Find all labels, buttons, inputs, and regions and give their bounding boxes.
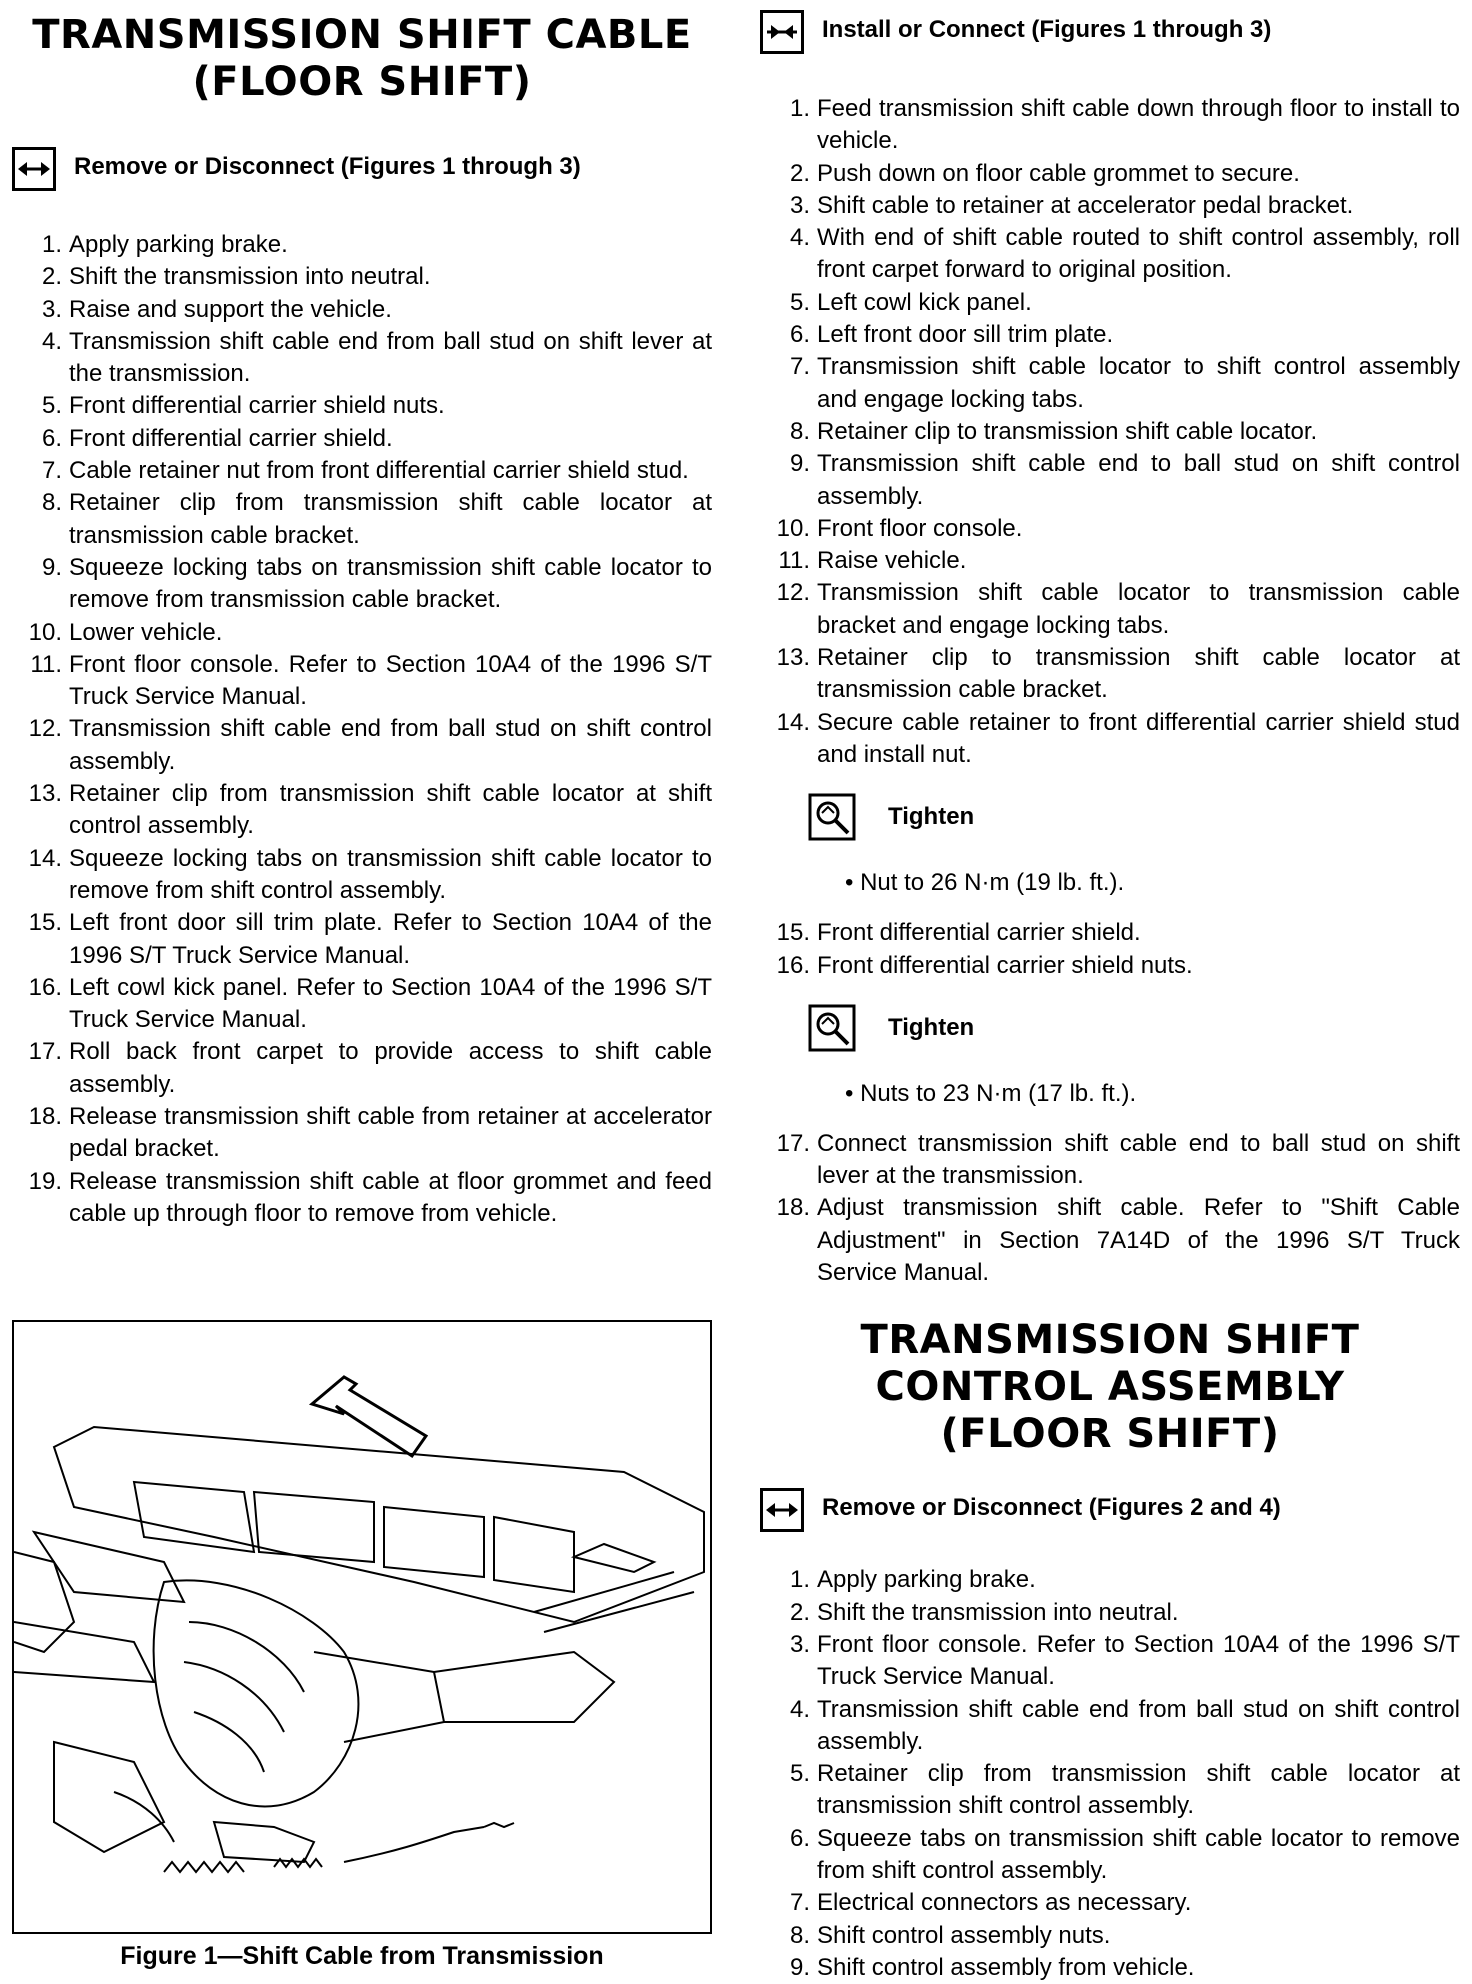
right-column [760, 0, 1460, 1984]
step-number: 3. [789, 1630, 810, 1658]
step-number: 15. [28, 909, 62, 937]
step-text: Squeeze locking tabs on transmission shift cable locator to remove from shift control assembly. [69, 844, 712, 904]
step-text: Transmission shift cable end from ball stud on shift control assembly. [817, 1695, 1460, 1755]
list-item [760, 222, 1460, 287]
step-text: Squeeze tabs on transmission shift cable locator to remove from shift control assembly. [817, 1824, 1460, 1884]
step-number: 1. [789, 1566, 810, 1594]
list-item [760, 1887, 1460, 1919]
tighten-note-2 [760, 1004, 1460, 1064]
torque-wrench-icon [808, 1004, 856, 1052]
step-text: Apply parking brake. [817, 1566, 1036, 1594]
list-item [760, 545, 1460, 577]
step-number: 17. [776, 1129, 810, 1157]
list-item [12, 778, 712, 843]
title-line: TRANSMISSION SHIFT CABLE [32, 12, 692, 58]
list-item [12, 713, 712, 778]
step-text: Apply parking brake. [69, 231, 288, 258]
step-text: Push down on floor cable grommet to secure. [817, 159, 1300, 187]
step-text: Shift the transmission into neutral. [817, 1598, 1179, 1626]
forward-arrow-icon [312, 1377, 426, 1456]
step-text: Front floor console. Refer to Section 10A4 of the 1996 S/T Truck Service Manual. [817, 1630, 1460, 1691]
step-number: 5. [41, 392, 62, 420]
install-arrows-icon [760, 10, 804, 54]
list-item [760, 158, 1460, 190]
title-line: TRANSMISSION SHIFT [860, 1317, 1360, 1364]
step-text: Release transmission shift cable from retainer at accelerator pedal bracket. [69, 1103, 712, 1163]
step-number: 13. [28, 780, 62, 808]
list-item [760, 1952, 1460, 1984]
remove-arrows-icon [760, 1488, 804, 1532]
step-text: Retainer clip from transmission shift cable locator at shift control assembly. [69, 780, 712, 840]
remove-arrows-icon [12, 147, 56, 191]
step-text: Raise vehicle. [817, 547, 967, 575]
step-text: Front differential carrier shield. [69, 424, 393, 452]
step-text: Front differential carrier shield nuts. [69, 392, 445, 420]
list-item [760, 93, 1460, 158]
step-text: Shift cable to retainer at accelerator pedal bracket. [817, 191, 1354, 219]
list-item [12, 1036, 712, 1101]
list-item [12, 907, 712, 972]
section-title-shift-control [760, 1317, 1460, 1458]
list-item [12, 649, 712, 714]
figure-1-illustration [12, 1320, 712, 1934]
list-item [12, 455, 712, 487]
install-connect-heading [760, 10, 1460, 64]
step-text: Retainer clip to transmission shift cable locator. [817, 417, 1318, 445]
step-number: 6. [789, 1824, 810, 1852]
install-steps-list-b [760, 917, 1460, 982]
step-number: 12. [776, 579, 810, 607]
list-item [760, 319, 1460, 351]
step-text: Transmission shift cable locator to transmission cable bracket and engage locking tabs. [817, 579, 1460, 639]
step-text: Front differential carrier shield nuts. [817, 951, 1193, 979]
list-item [12, 972, 712, 1037]
step-text: Raise and support the vehicle. [69, 295, 392, 323]
step-text: Electrical connectors as necessary. [817, 1889, 1192, 1917]
step-number: 8. [789, 1921, 810, 1949]
step-number: 6. [789, 321, 810, 349]
step-number: 1. [789, 95, 810, 122]
step-number: 18. [28, 1103, 62, 1131]
remove-disconnect-heading-2 [760, 1488, 1460, 1542]
list-item [760, 1597, 1460, 1629]
list-item [760, 577, 1460, 642]
step-text: Squeeze locking tabs on transmission shift cable locator to remove from transmission cable bracket. [69, 553, 712, 614]
torque-spec: • Nut to 26 N·m (19 lb. ft.). [845, 869, 1125, 897]
step-number: 7. [41, 457, 62, 485]
step-text: Left front door sill trim plate. [817, 321, 1114, 349]
step-text: Retainer clip from transmission shift cable locator at transmission cable bracket. [69, 489, 712, 549]
step-number: 5. [789, 288, 810, 316]
step-number: 16. [28, 973, 62, 1001]
step-number: 17. [28, 1038, 62, 1066]
remove-steps-list-2 [760, 1564, 1460, 1984]
list-item [12, 261, 712, 293]
step-text: Front floor console. [817, 514, 1023, 542]
tighten-label: Tighten [888, 803, 975, 831]
step-number: 2. [41, 263, 62, 291]
section-title-shift-cable [12, 12, 712, 106]
list-item [12, 294, 712, 326]
step-number: 9. [789, 450, 810, 478]
list-item [12, 487, 712, 552]
install-steps-list-a [760, 93, 1460, 771]
list-item [760, 351, 1460, 416]
step-number: 9. [41, 553, 62, 581]
step-text: Secure cable retainer to front differential carrier shield stud and install nut. [817, 708, 1460, 768]
list-item [760, 448, 1460, 513]
title-line: CONTROL ASSEMBLY [875, 1364, 1345, 1411]
torque-wrench-icon [808, 793, 856, 841]
step-text: Connect transmission shift cable end to ball stud on shift lever at the transmission. [817, 1129, 1460, 1190]
step-number: 14. [776, 708, 810, 736]
step-text: Left cowl kick panel. [817, 288, 1032, 316]
step-text: Front differential carrier shield. [817, 919, 1141, 947]
step-text: Adjust transmission shift cable. Refer to "Shift Cable Adjustment" in Section 7A14D of the 1996 S/T Truck Service Manual. [817, 1194, 1460, 1287]
step-text: Feed transmission shift cable down through floor to install to vehicle. [817, 95, 1460, 155]
heading-label: Remove or Disconnect (Figures 1 through 3) [74, 153, 581, 180]
step-text: Front floor console. Refer to Section 10A4 of the 1996 S/T Truck Service Manual. [69, 650, 712, 711]
left-column [12, 0, 712, 1970]
step-number: 12. [28, 715, 62, 743]
step-number: 11. [30, 650, 62, 678]
list-item [12, 617, 712, 649]
list-item [760, 1192, 1460, 1289]
step-number: 2. [789, 159, 810, 187]
list-item [12, 423, 712, 455]
list-item [12, 1101, 712, 1166]
list-item [760, 287, 1460, 319]
figure-caption: Figure 1—Shift Cable from Transmission [120, 1942, 604, 1970]
step-number: 4. [789, 224, 810, 252]
step-text: Transmission shift cable locator to shift control assembly and engage locking tabs. [817, 353, 1460, 413]
step-number: 10. [28, 618, 62, 646]
list-item [12, 229, 712, 261]
torque-spec: • Nuts to 23 N·m (17 lb. ft.). [845, 1079, 1137, 1107]
step-text: Transmission shift cable end to ball stud on shift control assembly. [817, 450, 1460, 510]
title-line: (FLOOR SHIFT) [192, 59, 532, 105]
step-text: Retainer clip to transmission shift cable locator at transmission cable bracket. [817, 644, 1460, 704]
step-text: Transmission shift cable end from ball stud on shift lever at the transmission. [69, 327, 712, 388]
tighten-note-1 [760, 793, 1460, 853]
step-number: 5. [789, 1760, 810, 1788]
list-item [12, 326, 712, 391]
step-text: Left cowl kick panel. Refer to Section 10A4 of the 1996 S/T Truck Service Manual. [69, 973, 712, 1034]
step-number: 18. [776, 1194, 810, 1222]
step-number: 4. [41, 327, 62, 355]
step-number: 16. [776, 951, 810, 979]
remove-steps-list [12, 229, 712, 1230]
list-item [760, 1564, 1460, 1596]
list-item [760, 1128, 1460, 1193]
step-number: 15. [776, 919, 810, 947]
list-item [760, 917, 1460, 949]
step-number: 4. [789, 1695, 810, 1723]
list-item [760, 1758, 1460, 1823]
list-item [760, 1823, 1460, 1888]
step-text: With end of shift cable routed to shift control assembly, roll front carpet forward to original position. [817, 224, 1460, 284]
step-text: Release transmission shift cable at floor grommet and feed cable up through floor to remove from vehicle. [69, 1167, 712, 1227]
step-number: 11. [778, 547, 810, 575]
list-item [760, 416, 1460, 448]
heading-label: Install or Connect (Figures 1 through 3) [822, 16, 1272, 43]
list-item [760, 1920, 1460, 1952]
step-text: Shift control assembly from vehicle. [817, 1953, 1195, 1981]
step-text: Transmission shift cable end from ball stud on shift control assembly. [69, 715, 712, 775]
heading-label: Remove or Disconnect (Figures 2 and 4) [822, 1494, 1281, 1522]
step-number: 8. [789, 417, 810, 445]
list-item [12, 843, 712, 908]
step-number: 13. [776, 644, 810, 672]
step-number: 2. [789, 1598, 810, 1626]
install-steps-list-c [760, 1128, 1460, 1289]
step-number: 6. [41, 424, 62, 452]
step-text: Cable retainer nut from front differential carrier shield stud. [69, 457, 689, 485]
list-item [760, 950, 1460, 982]
step-number: 8. [41, 489, 62, 517]
step-number: 1. [41, 231, 62, 258]
step-number: 3. [789, 191, 810, 219]
list-item [12, 1166, 712, 1231]
step-number: 7. [789, 1889, 810, 1917]
step-number: 9. [789, 1953, 810, 1981]
step-text: Shift control assembly nuts. [817, 1921, 1111, 1949]
step-text: Shift the transmission into neutral. [69, 263, 431, 291]
step-text: Left front door sill trim plate. Refer to Section 10A4 of the 1996 S/T Truck Service Manual. [69, 909, 712, 969]
list-item [760, 513, 1460, 545]
step-number: 14. [28, 844, 62, 872]
step-text: Lower vehicle. [69, 618, 223, 646]
list-item [760, 1629, 1460, 1694]
title-line: (FLOOR SHIFT) [940, 1411, 1280, 1458]
list-item [760, 1694, 1460, 1759]
step-number: 7. [789, 353, 810, 381]
list-item [760, 707, 1460, 772]
tighten-label: Tighten [888, 1013, 975, 1041]
step-text: Retainer clip from transmission shift cable locator at transmission shift control assembly. [817, 1760, 1460, 1820]
list-item [760, 190, 1460, 222]
step-number: 10. [776, 514, 810, 542]
step-number: 19. [28, 1167, 62, 1195]
step-text: Roll back front carpet to provide access to shift cable assembly. [69, 1038, 712, 1098]
remove-disconnect-heading [12, 147, 712, 201]
list-item [760, 642, 1460, 707]
step-number: 3. [41, 295, 62, 323]
list-item [12, 552, 712, 617]
list-item [12, 390, 712, 422]
